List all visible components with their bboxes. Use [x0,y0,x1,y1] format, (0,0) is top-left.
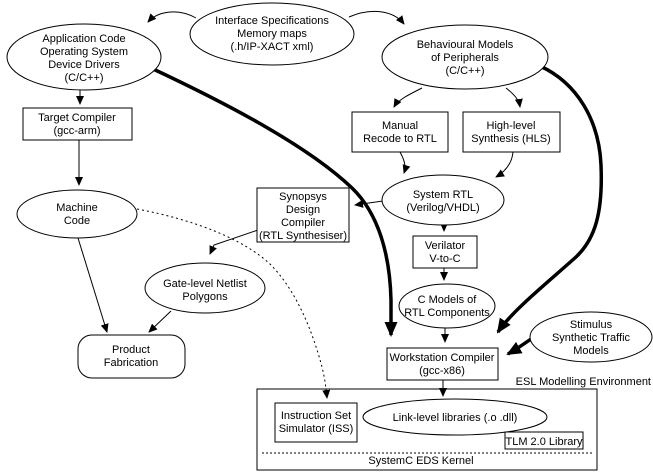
edge-hls-to-systemrtl [496,152,513,177]
node-workstation-compiler [387,348,498,380]
synopsys-label: Design [285,204,321,216]
gate-level-netlist-label: Polygons [182,291,228,303]
synopsys-label: (RTL Synthesiser) [258,230,348,242]
synopsys-label: Compiler [280,217,326,229]
machine-code-label: Code [63,215,91,227]
edge-behavioural-to-workstation-thick [498,66,601,332]
product-fabrication-label: Fabrication [103,357,159,369]
node-high-level-synthesis [463,112,560,152]
c-models-ellipse [399,284,495,328]
stimulus-models-label: Synthetic Traffic [551,332,631,344]
interface-specifications-label: (.h/IP-XACT xml) [230,41,314,53]
machine-code-label: Machine [56,202,98,214]
link-level-libraries-label: Link-level libraries (.o .dll) [392,412,518,424]
node-synopsys-design-compiler [257,188,349,242]
product-fabrication-label: Product [112,344,150,356]
verilator-label: V-to-C [429,253,461,265]
node-link-level-libraries [363,399,547,435]
manual-recode-label: Recode to RTL [363,133,437,145]
behavioural-models-label: of Peripherals [431,52,499,64]
manual-recode-label: Manual [381,120,419,132]
node-tlm-library [505,432,583,449]
application-code-label: Application Code [42,33,126,45]
edge-stimulus-to-workstation-thick [508,339,531,354]
synopsys-label: Synopsys [279,191,327,203]
c-models-label: C Models of [417,294,477,306]
interface-specifications-label: Memory maps [237,28,307,40]
edge-manualrecode-to-systemrtl [400,152,405,173]
tlm-library-label: TLM 2.0 Library [505,436,583,448]
application-code-label: Device Drivers [48,59,120,71]
node-target-compiler [23,108,132,140]
manual-recode-box [352,112,448,152]
application-code-label: Operating System [39,46,129,58]
c-models-label: RTL Components [404,307,490,319]
node-behavioural-models [382,25,548,89]
node-manual-recode [352,112,448,152]
node-stimulus-models [530,312,652,362]
stimulus-models-label: Stimulus [569,319,613,331]
node-system-rtl [382,175,504,225]
iss-label: Simulator (ISS) [278,423,354,435]
application-code-label: (C/C++) [64,72,104,84]
node-gate-level-netlist [145,263,265,313]
node-verilator [413,236,477,268]
interface-specifications-label: Interface Specifications [215,15,329,27]
esl-environment-label: ESL Modelling Environment [515,376,651,388]
edge-behavioural-to-hls [506,88,520,107]
machine-code-ellipse [17,190,137,238]
edge-interface-to-behavioural [349,11,404,24]
stimulus-models-label: Models [573,345,609,357]
systemc-kernel-label: SystemC EDS Kernel [368,455,474,467]
workstation-compiler-label: (gcc-x86) [419,365,465,377]
node-product-fabrication [78,335,185,378]
system-rtl-label: (Verilog/VHDL) [406,202,480,214]
edge-behavioural-to-manualrecode [394,88,422,107]
behavioural-models-label: (C/C++) [445,65,485,77]
behavioural-models-label: Behavioural Models [416,39,514,51]
edge-systemrtl-to-synopsys [355,201,383,205]
high-level-synthesis-label: High-level [486,120,536,132]
verilator-label: Verilator [424,240,466,252]
node-application-code [7,24,161,90]
target-compiler-label: Target Compiler [38,112,116,124]
target-compiler-label: (gcc-arm) [53,125,101,137]
edge-machinecode-to-fabrication [78,238,107,332]
iss-label: Instruction Set [280,410,352,422]
system-rtl-label: System RTL [412,189,474,201]
edge-synopsys-to-gatelevel [210,230,258,254]
node-c-models [399,284,495,328]
edge-gatelevel-to-fabrication [149,311,171,332]
edge-interface-to-appcode [148,12,196,22]
node-instruction-set-simulator [275,403,357,442]
workstation-compiler-label: Workstation Compiler [389,352,495,364]
high-level-synthesis-label: Synthesis (HLS) [471,133,551,145]
gate-level-netlist-label: Gate-level Netlist [163,278,247,290]
node-machine-code [17,190,137,238]
high-level-synthesis-box [463,112,560,152]
node-interface-specifications [190,3,354,65]
